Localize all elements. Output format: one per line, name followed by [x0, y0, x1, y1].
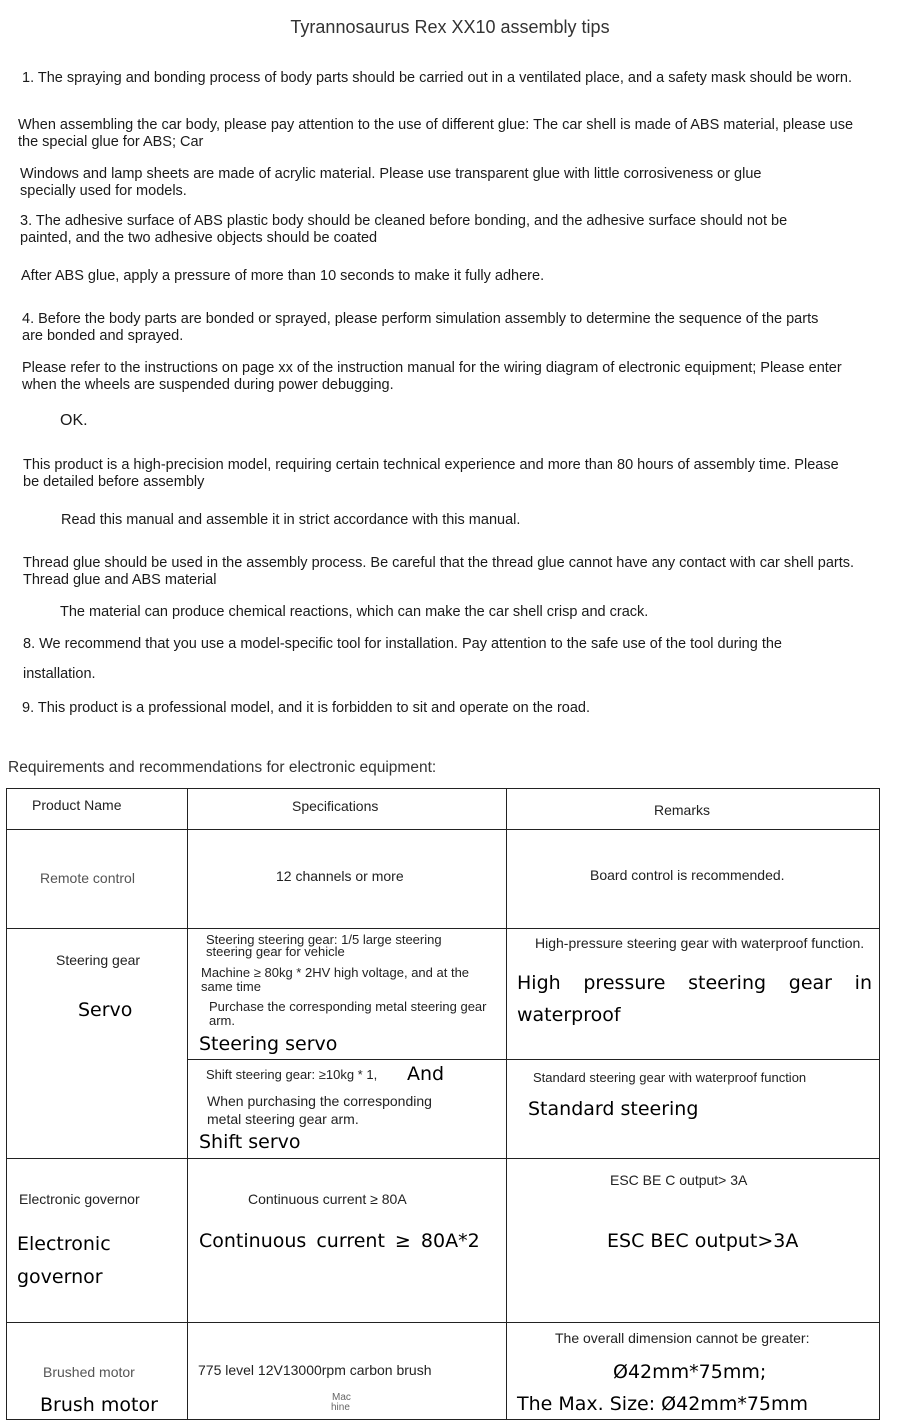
tip-6: 4. Before the body parts are bonded or sprayed, please perform simulation assembly to determine the sequence of the parts are bonded and sprayed. — [22, 311, 819, 344]
motor-name: Brushed motor — [43, 1364, 135, 1380]
esc-name: Electronic governor — [19, 1191, 140, 1207]
motor-spec-note-a: Mac — [332, 1392, 351, 1403]
header-cell — [7, 789, 188, 830]
name-cell — [7, 1159, 188, 1323]
table-row-motor — [7, 1323, 880, 1420]
header-cell — [188, 789, 507, 830]
motor-spec-note-b: hine — [331, 1402, 350, 1413]
remote-remarks: Board control is recommended. — [590, 867, 785, 883]
shift-remarks-1: Standard steering gear with waterproof function — [533, 1070, 807, 1085]
tip-12: The material can produce chemical reactions, which can make the car shell crisp and crack. — [60, 604, 649, 620]
tip-9: This product is a high-precision model, requiring certain technical experience and more than 80 hours of assembly time. Please be detailed before assembly — [23, 457, 839, 490]
steering-remarks-1: High-pressure steering gear with waterproof function. — [535, 935, 865, 951]
remarks-cell — [507, 830, 880, 929]
remarks-cell — [507, 1159, 880, 1323]
shift-spec-1b: And — [407, 1063, 445, 1085]
spec-cell — [188, 1323, 507, 1420]
tip-10: Read this manual and assemble it in strict accordance with this manual. — [61, 512, 521, 528]
tip-4: 3. The adhesive surface of ABS plastic body should be cleaned before bonding, and the adhesive surface should not be painted, and the two adhesive objects should be coated — [20, 213, 788, 246]
steering-name: Steering gear — [56, 952, 141, 968]
name-cell — [7, 929, 188, 1159]
header-cell — [507, 789, 880, 830]
table-row-remote — [7, 830, 880, 929]
table-header-row — [7, 789, 880, 830]
header-product-name: Product Name — [32, 797, 122, 813]
header-remarks: Remarks — [654, 802, 711, 818]
tip-13a: 8. We recommend that you use a model-specific tool for installation. Pay attention to the safe use of the tool during the — [23, 636, 782, 652]
page-title: Tyrannosaurus Rex XX10 assembly tips — [290, 17, 610, 37]
equipment-table — [6, 788, 880, 1420]
steering-name-alt: Servo — [78, 999, 133, 1021]
esc-name-alt: Electronic governor — [17, 1233, 111, 1288]
shift-remarks-alt: Standard steering — [528, 1098, 699, 1120]
remarks-cell — [507, 1060, 880, 1159]
tip-8: OK. — [60, 412, 88, 429]
table-row-steering — [7, 929, 880, 1060]
section-heading: Requirements and recommendations for electronic equipment: — [8, 759, 437, 776]
tip-3: Windows and lamp sheets are made of acrylic material. Please use transparent glue with little corrosiveness or glue specially used for models. — [20, 166, 762, 199]
motor-remarks-alt: The Max. Size: Ø42mm*75mm — [517, 1393, 809, 1415]
tip-14: 9. This product is a professional model, and it is forbidden to sit and operate on the road. — [22, 700, 590, 716]
remote-spec: 12 channels or more — [276, 868, 404, 884]
shift-spec-2: When purchasing the corresponding metal steering gear arm. — [207, 1093, 432, 1127]
shift-spec-1a: Shift steering gear: ≥10kg * 1, — [206, 1067, 378, 1082]
spec-cell — [188, 1060, 507, 1159]
steering-spec-2: Machine ≥ 80kg * 2HV high voltage, and at the same time — [201, 965, 470, 994]
motor-remarks-1: The overall dimension cannot be greater: — [555, 1330, 810, 1346]
steering-remarks-alt: High pressure steering gear in waterproof — [517, 972, 872, 1026]
esc-spec-1: Continuous current ≥ 80A — [248, 1191, 407, 1207]
motor-spec-1: 775 level 12V13000rpm carbon brush — [198, 1362, 432, 1378]
esc-spec-alt: Continuous current ≥ 80A*2 — [199, 1230, 480, 1252]
spec-cell — [188, 830, 507, 929]
header-specifications: Specifications — [292, 798, 379, 814]
spec-cell — [188, 1159, 507, 1323]
table-row-esc — [7, 1159, 880, 1323]
remarks-cell — [507, 929, 880, 1060]
spec-cell — [188, 929, 507, 1060]
esc-remarks-1: ESC BE C output> 3A — [610, 1172, 748, 1188]
tip-2: When assembling the car body, please pay attention to the use of different glue: The car shell is made of ABS material, please use the special glue for ABS; Car — [18, 117, 854, 150]
tip-5: After ABS glue, apply a pressure of more than 10 seconds to make it fully adhere. — [21, 268, 545, 284]
tip-13b: installation. — [23, 666, 96, 682]
tip-1: 1. The spraying and bonding process of body parts should be carried out in a ventilated place, and a safety mask should be worn. — [22, 70, 852, 86]
shift-spec-alt: Shift servo — [199, 1131, 301, 1153]
tip-7: Please refer to the instructions on page xx of the instruction manual for the wiring diagram of electronic equipment; Please enter when the wheels are suspended during power debugging. — [22, 360, 842, 393]
motor-name-alt: Brush motor — [40, 1394, 158, 1416]
name-cell — [7, 830, 188, 929]
esc-remarks-alt: ESC BEC output>3A — [607, 1230, 799, 1252]
steering-spec-3: Purchase the corresponding metal steering gear arm. — [209, 999, 487, 1028]
name-cell — [7, 1323, 188, 1420]
steering-spec-alt: Steering servo — [199, 1033, 338, 1055]
remarks-cell — [507, 1323, 880, 1420]
tip-11: Thread glue should be used in the assembly process. Be careful that the thread glue cannot have any contact with car shell parts. Thread glue and ABS material — [23, 555, 855, 588]
motor-remarks-2: Ø42mm*75mm; — [613, 1361, 767, 1383]
steering-spec-1: Steering steering gear: 1/5 large steering steering gear for vehicle — [206, 932, 442, 959]
remote-name: Remote control — [40, 870, 135, 886]
